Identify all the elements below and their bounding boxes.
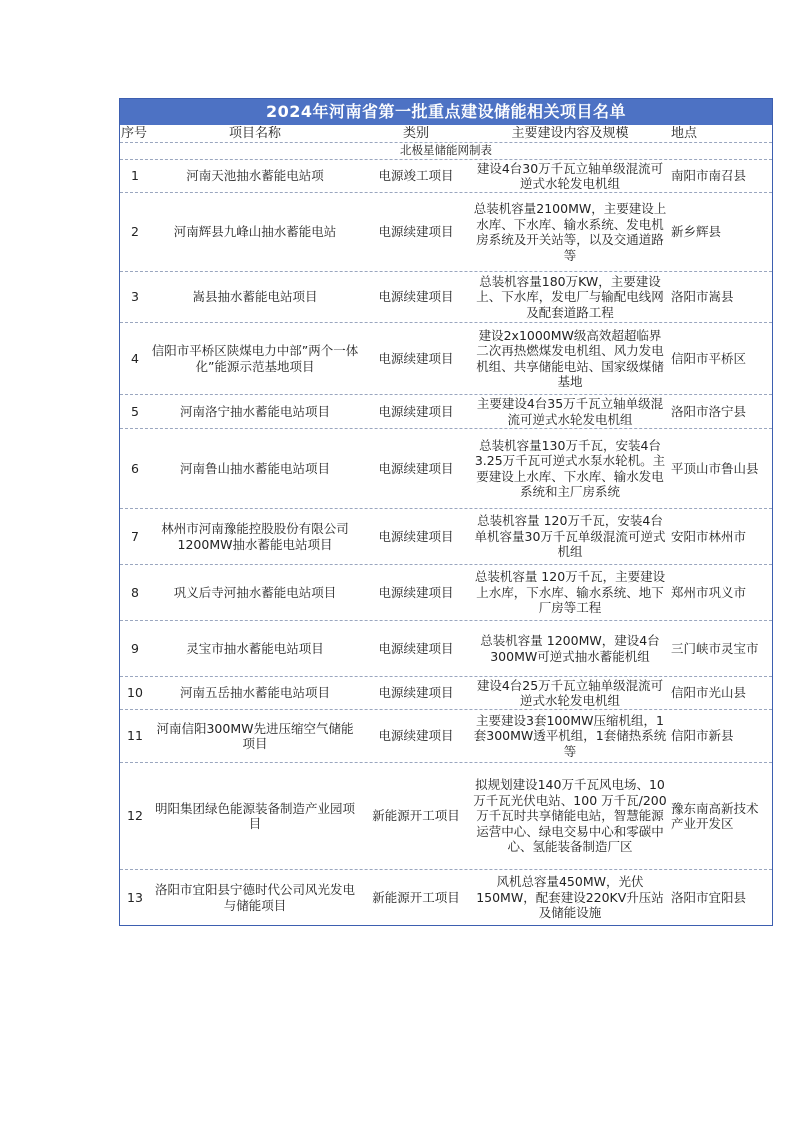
table-header-row (120, 125, 772, 143)
cell-no: 3 (131, 289, 139, 305)
cell-location: 新乡辉县 (671, 224, 722, 240)
cell-content: 总装机容量180万KW，主要建设上、下水库，发电厂与输配电线网及配套道路工程 (476, 273, 664, 320)
cell-type: 电源续建项目 (378, 403, 454, 419)
cell-content: 总装机容量 120万千瓦，安装4台单机容量30万千瓦单级混流可逆式机组 (474, 513, 666, 560)
header-location: 地点 (671, 125, 698, 141)
table-subtitle-row (120, 143, 772, 160)
cell-no: 11 (127, 728, 143, 744)
cell-location: 平顶山市鲁山县 (671, 460, 759, 476)
cell-name: 明阳集团绿色能源装备制造产业园项目 (154, 800, 355, 831)
table-row (120, 763, 772, 870)
header-type: 类别 (402, 125, 429, 141)
cell-name: 河南辉县九峰山抽水蓄能电站 (173, 224, 337, 240)
cell-no: 13 (127, 889, 143, 905)
cell-content: 建设4台25万千瓦立轴单级混流可逆式水轮发电机组 (476, 677, 664, 708)
cell-location: 三门峡市灵宝市 (671, 640, 759, 656)
cell-name: 河南鲁山抽水蓄能电站项目 (179, 460, 330, 476)
cell-type: 新能源开工项目 (372, 808, 460, 824)
cell-content: 总装机容量2100MW，主要建设上水库、下水库、输水系统、发电机房系统及开关站等，以及交通道路等 (473, 201, 667, 263)
cell-name: 嵩县抽水蓄能电站项目 (192, 289, 318, 305)
table-body (120, 160, 772, 925)
cell-content: 主要建设4台35万千瓦立轴单级混流可逆式水轮发电机组 (476, 396, 664, 427)
header-content: 主要建设内容及规模 (511, 125, 629, 141)
table-row (120, 272, 772, 323)
header-name: 项目名称 (228, 125, 281, 141)
cell-no: 6 (131, 460, 139, 476)
table-row (120, 160, 772, 193)
cell-no: 4 (131, 350, 139, 366)
cell-no: 5 (131, 403, 139, 419)
cell-no: 8 (131, 584, 139, 600)
table-subtitle: 北极星储能网制表 (400, 143, 492, 158)
table-row (120, 429, 772, 509)
cell-content: 建设2x1000MW级高效超超临界二次再热燃煤发电机组、风力发电机组、共享储能电站、国家级煤储基地 (476, 327, 664, 389)
header-no: 序号 (121, 125, 148, 141)
cell-name: 河南五岳抽水蓄能电站项目 (179, 685, 330, 701)
table-row (120, 621, 772, 677)
cell-location: 洛阳市嵩县 (671, 289, 734, 305)
cell-type: 电源续建项目 (378, 460, 454, 476)
cell-content: 总装机容量 1200MW，建设4台300MW可逆式抽水蓄能机组 (480, 633, 660, 664)
cell-location: 信阳市光山县 (671, 685, 747, 701)
cell-location: 豫东南高新技术产业开发区 (671, 800, 759, 831)
cell-name: 巩义后寺河抽水蓄能电站项目 (173, 584, 337, 600)
cell-name: 河南信阳300MW先进压缩空气储能项目 (156, 720, 354, 751)
cell-type: 电源续建项目 (378, 528, 454, 544)
cell-no: 12 (127, 808, 143, 824)
cell-type: 电源续建项目 (378, 350, 454, 366)
table-title: 2024年河南省第一批重点建设储能相关项目名单 (120, 99, 772, 125)
cell-location: 安阳市林州市 (671, 528, 747, 544)
cell-name: 洛阳市宜阳县宁德时代公司风光发电与储能项目 (154, 882, 355, 913)
cell-content: 风机总容量450MW，光伏150MW，配套建设220KV升压站及储能设施 (476, 874, 664, 921)
cell-name: 灵宝市抽水蓄能电站项目 (186, 640, 324, 656)
table-row (120, 710, 772, 763)
table-row (120, 323, 772, 395)
cell-no: 7 (131, 528, 139, 544)
cell-name: 河南洛宁抽水蓄能电站项目 (179, 403, 330, 419)
cell-no: 9 (131, 640, 139, 656)
cell-location: 信阳市平桥区 (671, 350, 747, 366)
table-row (120, 395, 772, 429)
cell-type: 新能源开工项目 (372, 889, 460, 905)
cell-content: 总装机容量130万千瓦，安装4台3.25万千瓦可逆式水泵水轮机。主要建设上水库、下水库、输水发电系统和主厂房系统 (474, 437, 666, 499)
cell-location: 南阳市南召县 (671, 168, 747, 184)
table-row (120, 565, 772, 621)
cell-content: 建设4台30万千瓦立轴单级混流可逆式水轮发电机组 (476, 160, 664, 191)
table-row (120, 870, 772, 925)
cell-name: 信阳市平桥区陕煤电力中部”两个一体化”能源示范基地项目 (151, 343, 359, 374)
cell-location: 洛阳市宜阳县 (671, 889, 747, 905)
cell-type: 电源续建项目 (378, 685, 454, 701)
cell-name: 林州市河南豫能控股股份有限公司1200MW抽水蓄能电站项目 (161, 521, 349, 552)
cell-content: 主要建设3套100MW压缩机组，1套300MW透平机组，1套储热系统等 (473, 712, 667, 759)
table-row (120, 193, 772, 272)
cell-name: 河南天池抽水蓄能电站项 (186, 168, 324, 184)
cell-location: 郑州市巩义市 (671, 584, 747, 600)
cell-content: 拟规划建设140万千瓦风电场、10万千瓦光伏电站、100 万千瓦/200 万千瓦时共享储能电站，智慧能源运营中心、绿电交易中心和零碳中心、氢能装备制造厂区 (473, 777, 667, 855)
cell-type: 电源续建项目 (378, 224, 454, 240)
cell-no: 2 (131, 224, 139, 240)
cell-no: 1 (131, 168, 139, 184)
cell-type: 电源续建项目 (378, 728, 454, 744)
project-list-table (119, 98, 773, 926)
cell-location: 信阳市新县 (671, 728, 734, 744)
table-row (120, 509, 772, 565)
cell-content: 总装机容量 120万千瓦，主要建设上水库，下水库、输水系统、地下厂房等工程 (474, 569, 666, 616)
cell-location: 洛阳市洛宁县 (671, 403, 747, 419)
cell-type: 电源续建项目 (378, 584, 454, 600)
table-row (120, 677, 772, 710)
cell-type: 电源续建项目 (378, 289, 454, 305)
cell-type: 电源续建项目 (378, 640, 454, 656)
cell-type: 电源竣工项目 (378, 168, 454, 184)
cell-no: 10 (127, 685, 143, 701)
